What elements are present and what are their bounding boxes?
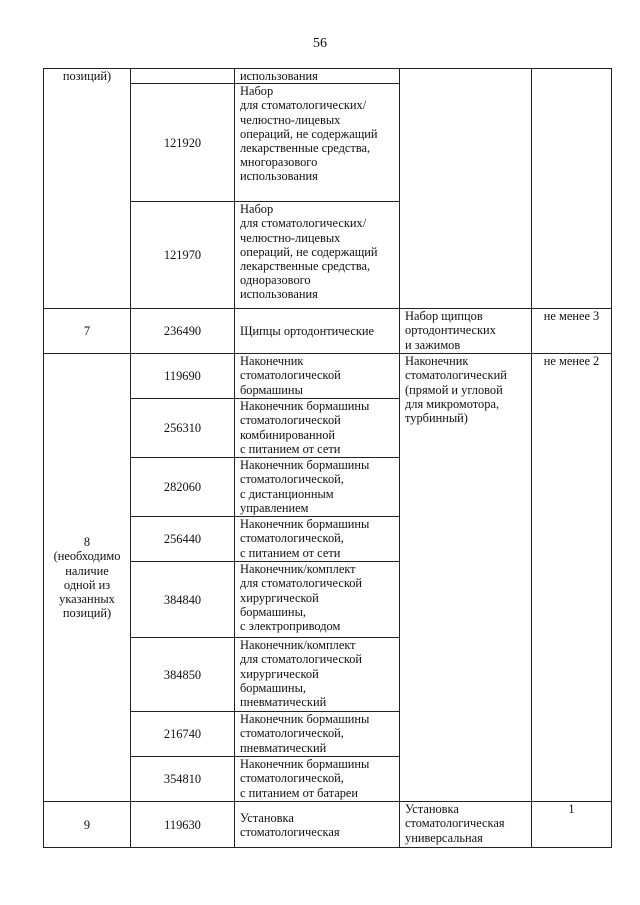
item-name: Установка стоматологическая <box>235 802 400 848</box>
item-quantity: не менее 2 <box>532 354 612 802</box>
nkmi-code: 119690 <box>131 354 235 399</box>
position-number: 9 <box>44 802 131 848</box>
nkmi-code: 384850 <box>131 638 235 712</box>
nkmi-code: 256440 <box>131 517 235 562</box>
item-quantity: 1 <box>532 802 612 848</box>
nkmi-code: 121970 <box>131 202 235 309</box>
table-row <box>44 69 612 84</box>
item-name: Наконечник/комплект для стоматологической хирургической бормашины, с электроприводом <box>235 562 400 638</box>
item-name: Наконечник бормашины стоматологической, с дистанционным управлением <box>235 458 400 517</box>
item-name: Наконечник бормашины стоматологической, с питанием от сети <box>235 517 400 562</box>
nkmi-code: 236490 <box>131 309 235 354</box>
item-quantity: не менее 3 <box>532 309 612 354</box>
table-row <box>44 802 612 848</box>
nkmi-code: 354810 <box>131 757 235 802</box>
position-number: 7 <box>44 309 131 354</box>
item-name: Наконечник стоматологической бормашины <box>235 354 400 399</box>
nkmi-code: 256310 <box>131 399 235 458</box>
position-number: 8 (необходимо наличие одной из указанных позиций) <box>44 354 131 802</box>
nkmi-code: 121920 <box>131 84 235 202</box>
nkmi-code: 282060 <box>131 458 235 517</box>
item-name: Щипцы ортодонтические <box>235 309 400 354</box>
page-number: 56 <box>313 36 327 51</box>
item-description <box>400 69 532 309</box>
item-name: Набор для стоматологических/ челюстно-лицевых операций, не содержащий лекарственные средства, одноразового использования <box>235 202 400 309</box>
nkmi-code: 384840 <box>131 562 235 638</box>
nkmi-code <box>131 69 235 84</box>
item-quantity <box>532 69 612 309</box>
item-description: Наконечник стоматологический (прямой и угловой для микромотора, турбинный) <box>400 354 532 802</box>
item-description: Набор щипцов ортодонтических и зажимов <box>400 309 532 354</box>
table-row <box>44 309 612 354</box>
equipment-table <box>43 68 612 848</box>
item-name: Наконечник бормашины стоматологической, с питанием от батареи <box>235 757 400 802</box>
item-name: Наконечник/комплект для стоматологической хирургической бормашины, пневматический <box>235 638 400 712</box>
table-row <box>44 354 612 399</box>
item-name: Набор для стоматологических/ челюстно-лицевых операций, не содержащий лекарственные средства, многоразового использования <box>235 84 400 202</box>
nkmi-code: 119630 <box>131 802 235 848</box>
position-number: позиций) <box>44 69 131 309</box>
item-name: использования <box>235 69 400 84</box>
item-description: Установка стоматологическая универсальная <box>400 802 532 848</box>
item-name: Наконечник бормашины стоматологической комбинированной с питанием от сети <box>235 399 400 458</box>
nkmi-code: 216740 <box>131 712 235 757</box>
item-name: Наконечник бормашины стоматологической, пневматический <box>235 712 400 757</box>
